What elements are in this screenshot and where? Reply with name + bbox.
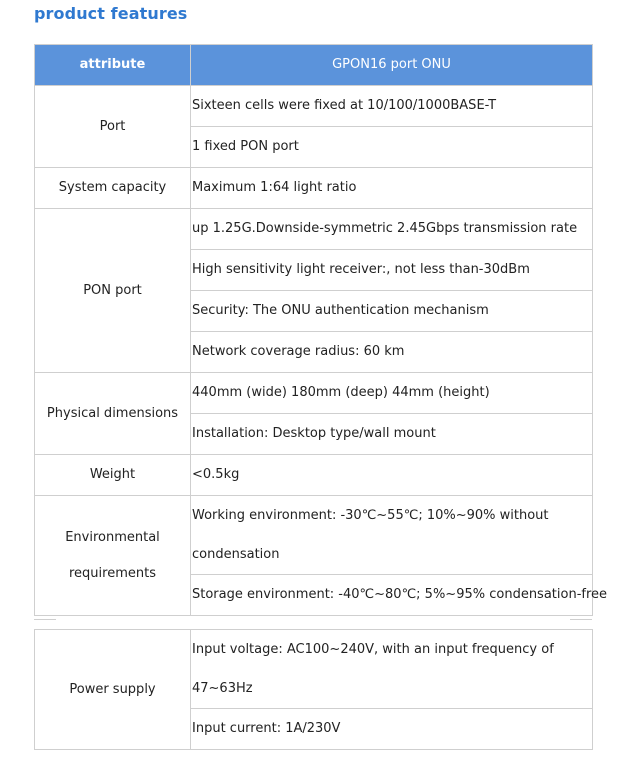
page-break-mark [570, 619, 592, 620]
row-value: Security: The ONU authentication mechanism [191, 291, 593, 332]
row-value: Storage environment: -40℃~80℃; 5%~95% condensation-free [191, 575, 593, 616]
row-value: Sixteen cells were fixed at 10/100/1000BASE-T [191, 86, 593, 127]
table-row [35, 373, 593, 414]
row-label-line: requirements [69, 565, 156, 581]
row-value: <0.5kg [191, 455, 593, 496]
row-value: 440mm (wide) 180mm (deep) 44mm (height) [191, 373, 593, 414]
header-product: GPON16 port ONU [191, 45, 593, 86]
row-label [35, 496, 191, 616]
table-row [35, 496, 593, 575]
features-table [34, 44, 608, 616]
row-label: Power supply [35, 630, 191, 750]
row-label: Port [35, 86, 191, 168]
row-value: Maximum 1:64 light ratio [191, 168, 593, 209]
row-label: PON port [35, 209, 191, 373]
table-row [35, 209, 593, 250]
table-row [35, 86, 593, 127]
row-value: Installation: Desktop type/wall mount [191, 414, 593, 455]
table-row [35, 168, 593, 209]
row-label: Weight [35, 455, 191, 496]
table-header-row [35, 45, 593, 86]
table-row [35, 630, 593, 709]
features-table-continued [34, 629, 593, 750]
row-label: System capacity [35, 168, 191, 209]
row-label: Physical dimensions [35, 373, 191, 455]
row-value: Input current: 1A/230V [191, 709, 593, 750]
row-value: Working environment: -30℃~55℃; 10%~90% without condensation [191, 496, 593, 575]
row-value: Network coverage radius: 60 km [191, 332, 593, 373]
row-value: 1 fixed PON port [191, 127, 593, 168]
page-title: product features [34, 4, 188, 23]
row-value: Input voltage: AC100~240V, with an input frequency of 47~63Hz [191, 630, 593, 709]
row-value: High sensitivity light receiver:, not less than-30dBm [191, 250, 593, 291]
row-value: up 1.25G.Downside-symmetric 2.45Gbps transmission rate [191, 209, 593, 250]
table-row [35, 455, 593, 496]
header-attribute: attribute [35, 45, 191, 86]
row-label-line: Environmental [65, 529, 160, 545]
page-break-mark [34, 619, 56, 620]
